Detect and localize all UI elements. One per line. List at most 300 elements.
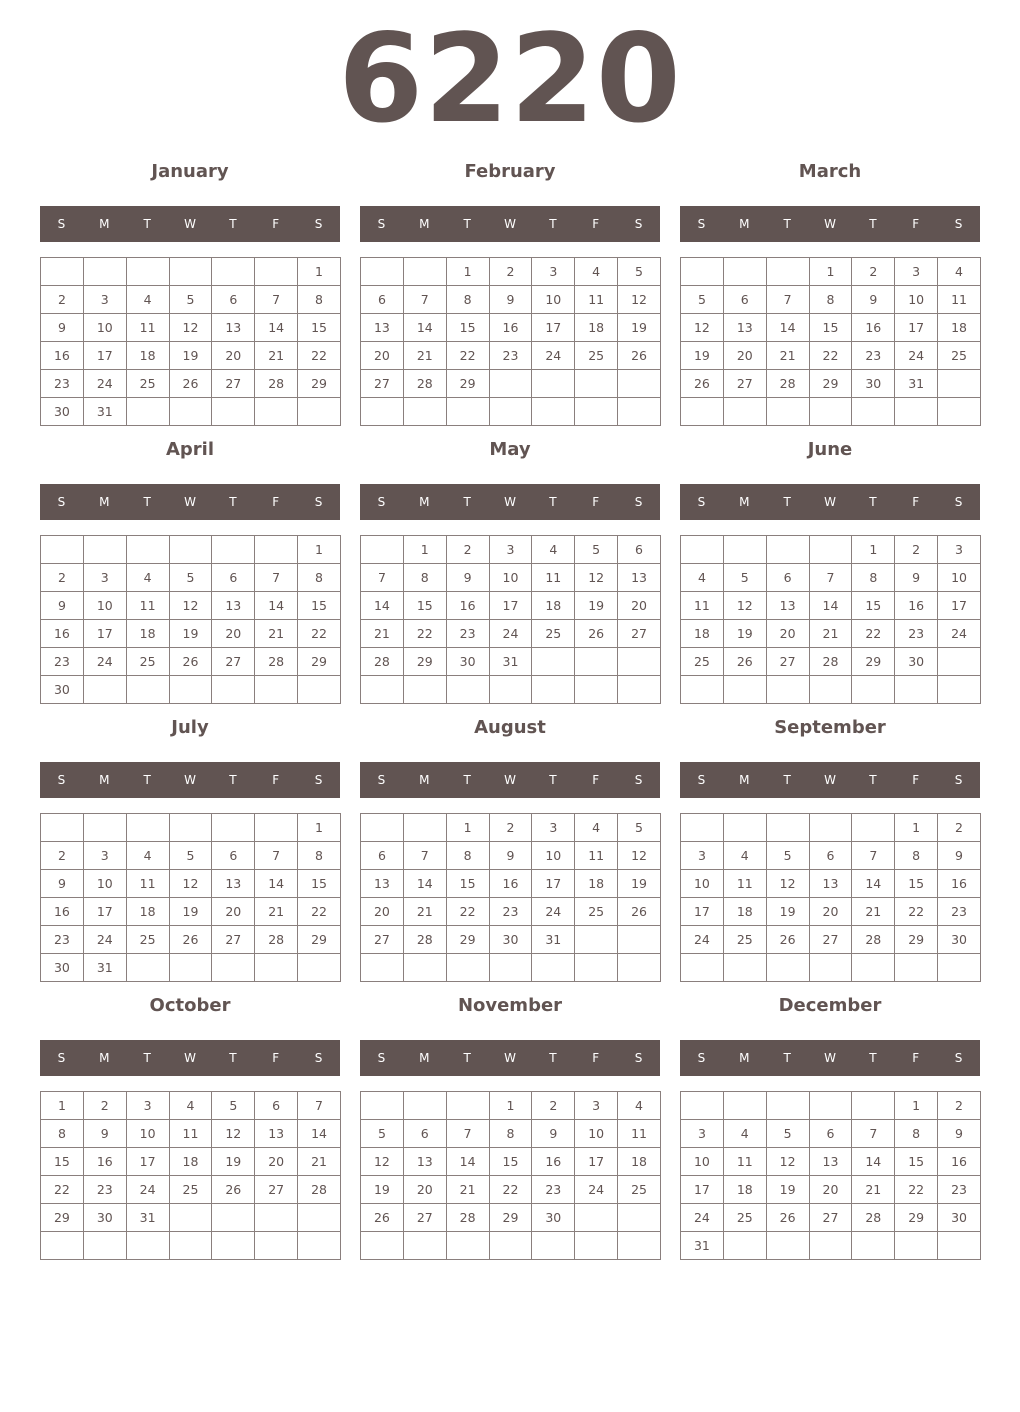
- day-cell: 4: [575, 258, 618, 286]
- day-cell: 21: [403, 898, 446, 926]
- day-cell: [575, 676, 618, 704]
- day-cell: 31: [83, 398, 126, 426]
- day-cell: [938, 1232, 981, 1260]
- day-cell: [41, 258, 84, 286]
- day-cell: 27: [809, 1204, 852, 1232]
- day-grid: [40, 813, 341, 982]
- weekday-header: [680, 762, 980, 798]
- day-cell: 30: [83, 1204, 126, 1232]
- day-cell: 13: [618, 564, 661, 592]
- day-cell: [766, 954, 809, 982]
- day-cell: [575, 648, 618, 676]
- week-row: [41, 1092, 341, 1120]
- day-cell: 19: [618, 870, 661, 898]
- day-cell: [575, 954, 618, 982]
- day-cell: 25: [126, 926, 169, 954]
- day-cell: 23: [41, 370, 84, 398]
- day-cell: [532, 954, 575, 982]
- day-cell: 2: [41, 564, 84, 592]
- day-cell: 24: [681, 1204, 724, 1232]
- day-cell: 6: [212, 286, 255, 314]
- weekday-label: T: [143, 217, 151, 231]
- day-cell: 25: [126, 370, 169, 398]
- weekday-label: S: [314, 1051, 323, 1065]
- day-cell: 22: [895, 898, 938, 926]
- day-cell: [618, 1232, 661, 1260]
- week-row: [361, 1232, 661, 1260]
- day-cell: 22: [298, 342, 341, 370]
- day-cell: [83, 258, 126, 286]
- day-cell: 4: [938, 258, 981, 286]
- day-cell: 1: [489, 1092, 532, 1120]
- day-cell: 7: [809, 564, 852, 592]
- day-cell: 10: [83, 314, 126, 342]
- day-cell: 31: [126, 1204, 169, 1232]
- week-row: [681, 314, 981, 342]
- month-name: June: [807, 439, 853, 460]
- weekday-label: S: [377, 495, 386, 509]
- day-cell: 28: [403, 370, 446, 398]
- day-cell: 26: [766, 926, 809, 954]
- day-cell: [403, 676, 446, 704]
- day-cell: 6: [361, 286, 404, 314]
- day-cell: 2: [41, 286, 84, 314]
- weekday-label: S: [954, 1051, 963, 1065]
- day-cell: 1: [895, 1092, 938, 1120]
- day-cell: [681, 814, 724, 842]
- week-row: [681, 536, 981, 564]
- day-cell: [723, 398, 766, 426]
- day-cell: [298, 954, 341, 982]
- day-cell: [852, 1092, 895, 1120]
- day-cell: 28: [852, 926, 895, 954]
- month-august: [360, 716, 660, 982]
- weekday-label: T: [143, 1051, 151, 1065]
- day-cell: 1: [298, 258, 341, 286]
- day-cell: 10: [489, 564, 532, 592]
- weekday-label: W: [504, 773, 516, 787]
- day-cell: 28: [255, 926, 298, 954]
- weekday-label: T: [143, 773, 151, 787]
- day-cell: 7: [255, 842, 298, 870]
- day-cell: 31: [532, 926, 575, 954]
- day-cell: 24: [126, 1176, 169, 1204]
- day-cell: [575, 398, 618, 426]
- day-cell: 16: [532, 1148, 575, 1176]
- day-cell: 5: [361, 1120, 404, 1148]
- week-row: [41, 286, 341, 314]
- week-row: [361, 286, 661, 314]
- day-grid: [40, 257, 341, 426]
- day-cell: 18: [126, 898, 169, 926]
- day-cell: 4: [126, 564, 169, 592]
- day-cell: 22: [446, 898, 489, 926]
- day-cell: 18: [723, 898, 766, 926]
- day-cell: [489, 676, 532, 704]
- day-cell: [255, 814, 298, 842]
- day-cell: 10: [681, 1148, 724, 1176]
- day-cell: [809, 398, 852, 426]
- day-cell: [809, 536, 852, 564]
- day-cell: 13: [255, 1120, 298, 1148]
- day-cell: 14: [403, 314, 446, 342]
- day-cell: [575, 926, 618, 954]
- weekday-label: F: [912, 217, 920, 231]
- day-cell: 5: [575, 536, 618, 564]
- week-row: [361, 870, 661, 898]
- day-cell: 13: [212, 870, 255, 898]
- weekday-header: [360, 484, 660, 520]
- day-cell: 19: [681, 342, 724, 370]
- day-cell: [895, 1232, 938, 1260]
- day-cell: [361, 398, 404, 426]
- day-cell: 5: [681, 286, 724, 314]
- weekday-label: M: [419, 1051, 430, 1065]
- day-cell: [169, 676, 212, 704]
- day-cell: 13: [723, 314, 766, 342]
- day-cell: [618, 954, 661, 982]
- day-cell: [532, 370, 575, 398]
- weekday-label: T: [869, 495, 877, 509]
- week-row: [41, 592, 341, 620]
- day-cell: 13: [361, 314, 404, 342]
- weekday-header: [360, 762, 660, 798]
- day-cell: 11: [575, 286, 618, 314]
- day-cell: [766, 1092, 809, 1120]
- day-cell: 26: [169, 370, 212, 398]
- day-cell: 28: [809, 648, 852, 676]
- day-cell: 24: [83, 926, 126, 954]
- weekday-label: M: [419, 495, 430, 509]
- day-grid: [680, 257, 981, 426]
- day-cell: 6: [723, 286, 766, 314]
- day-cell: 19: [169, 620, 212, 648]
- day-cell: 14: [403, 870, 446, 898]
- day-cell: 13: [361, 870, 404, 898]
- day-cell: 11: [938, 286, 981, 314]
- day-cell: 28: [298, 1176, 341, 1204]
- day-cell: 10: [83, 592, 126, 620]
- day-cell: 17: [126, 1148, 169, 1176]
- day-cell: 15: [298, 314, 341, 342]
- day-cell: [618, 648, 661, 676]
- day-cell: [938, 370, 981, 398]
- day-cell: [809, 954, 852, 982]
- month-name: December: [778, 995, 882, 1016]
- day-cell: 29: [446, 926, 489, 954]
- day-cell: 27: [255, 1176, 298, 1204]
- day-cell: [212, 398, 255, 426]
- week-row: [681, 648, 981, 676]
- weekday-label: W: [824, 217, 836, 231]
- day-cell: [361, 1092, 404, 1120]
- weekday-label: F: [912, 1051, 920, 1065]
- weekday-label: S: [697, 495, 706, 509]
- day-cell: 10: [126, 1120, 169, 1148]
- day-cell: 16: [41, 620, 84, 648]
- week-row: [681, 564, 981, 592]
- week-row: [361, 1120, 661, 1148]
- weekday-label: W: [504, 217, 516, 231]
- day-cell: 11: [126, 870, 169, 898]
- day-cell: 19: [169, 898, 212, 926]
- day-cell: 16: [938, 870, 981, 898]
- day-cell: [446, 676, 489, 704]
- day-cell: 26: [618, 898, 661, 926]
- day-cell: 13: [403, 1148, 446, 1176]
- weekday-label: T: [783, 773, 791, 787]
- weekday-label: S: [314, 773, 323, 787]
- week-row: [41, 898, 341, 926]
- week-row: [681, 1204, 981, 1232]
- day-cell: 17: [681, 898, 724, 926]
- month-name: May: [489, 439, 531, 460]
- day-cell: 14: [852, 870, 895, 898]
- day-cell: [575, 1232, 618, 1260]
- day-cell: [446, 1092, 489, 1120]
- month-name: September: [774, 717, 886, 738]
- day-cell: [83, 676, 126, 704]
- week-row: [41, 870, 341, 898]
- day-cell: 25: [723, 1204, 766, 1232]
- day-cell: 22: [403, 620, 446, 648]
- day-cell: [361, 954, 404, 982]
- week-row: [41, 814, 341, 842]
- day-cell: 24: [532, 898, 575, 926]
- day-cell: 7: [446, 1120, 489, 1148]
- month-march: [680, 160, 980, 426]
- day-cell: 9: [532, 1120, 575, 1148]
- day-cell: [361, 814, 404, 842]
- day-cell: [532, 676, 575, 704]
- day-cell: 23: [852, 342, 895, 370]
- day-cell: 16: [83, 1148, 126, 1176]
- day-cell: 24: [532, 342, 575, 370]
- day-cell: [255, 258, 298, 286]
- week-row: [41, 536, 341, 564]
- day-cell: [126, 1232, 169, 1260]
- day-cell: 6: [618, 536, 661, 564]
- month-name: April: [165, 439, 215, 460]
- day-cell: 15: [895, 870, 938, 898]
- month-november: [360, 994, 660, 1260]
- day-cell: 18: [723, 1176, 766, 1204]
- day-cell: 16: [41, 898, 84, 926]
- week-row: [361, 676, 661, 704]
- weekday-label: S: [634, 1051, 643, 1065]
- day-cell: [255, 954, 298, 982]
- day-cell: 29: [852, 648, 895, 676]
- day-cell: [126, 814, 169, 842]
- day-cell: [169, 814, 212, 842]
- day-cell: 22: [41, 1176, 84, 1204]
- weekday-label: M: [739, 217, 750, 231]
- day-cell: 27: [361, 370, 404, 398]
- day-cell: [681, 1092, 724, 1120]
- day-cell: 13: [809, 870, 852, 898]
- weekday-label: F: [592, 773, 600, 787]
- day-cell: 11: [532, 564, 575, 592]
- day-cell: 23: [489, 898, 532, 926]
- day-cell: 12: [169, 870, 212, 898]
- day-cell: 9: [489, 842, 532, 870]
- day-cell: 3: [938, 536, 981, 564]
- week-row: [681, 1148, 981, 1176]
- day-cell: 27: [212, 648, 255, 676]
- day-cell: 22: [298, 898, 341, 926]
- day-cell: 6: [809, 1120, 852, 1148]
- day-cell: [361, 536, 404, 564]
- week-row: [41, 926, 341, 954]
- day-cell: [126, 536, 169, 564]
- day-cell: [126, 258, 169, 286]
- day-cell: [298, 1232, 341, 1260]
- month-january: [40, 160, 340, 426]
- day-cell: 30: [532, 1204, 575, 1232]
- day-cell: [489, 954, 532, 982]
- weekday-label: T: [549, 773, 557, 787]
- weekday-label: T: [229, 1051, 237, 1065]
- day-cell: [361, 676, 404, 704]
- week-row: [361, 592, 661, 620]
- day-cell: [532, 398, 575, 426]
- day-cell: 1: [895, 814, 938, 842]
- day-cell: 29: [895, 1204, 938, 1232]
- day-cell: 16: [489, 870, 532, 898]
- day-cell: 25: [938, 342, 981, 370]
- weekday-label: M: [99, 1051, 110, 1065]
- day-cell: 21: [255, 342, 298, 370]
- day-cell: [169, 954, 212, 982]
- week-row: [361, 564, 661, 592]
- day-cell: 9: [852, 286, 895, 314]
- day-cell: [852, 1232, 895, 1260]
- month-september: [680, 716, 980, 982]
- weekday-label: S: [314, 495, 323, 509]
- day-cell: 14: [809, 592, 852, 620]
- day-cell: 11: [169, 1120, 212, 1148]
- day-cell: [723, 676, 766, 704]
- day-cell: 20: [212, 620, 255, 648]
- day-cell: 17: [83, 342, 126, 370]
- day-cell: 7: [403, 286, 446, 314]
- weekday-label: S: [697, 1051, 706, 1065]
- day-cell: 1: [446, 258, 489, 286]
- day-cell: [403, 814, 446, 842]
- day-cell: 25: [723, 926, 766, 954]
- day-cell: [41, 536, 84, 564]
- day-cell: 1: [852, 536, 895, 564]
- day-cell: 5: [766, 1120, 809, 1148]
- day-cell: 29: [298, 648, 341, 676]
- day-cell: 4: [126, 842, 169, 870]
- day-cell: 15: [852, 592, 895, 620]
- week-row: [681, 842, 981, 870]
- weekday-label: F: [912, 773, 920, 787]
- day-cell: 12: [169, 592, 212, 620]
- weekday-label: S: [954, 495, 963, 509]
- day-cell: 30: [41, 676, 84, 704]
- day-cell: 30: [938, 1204, 981, 1232]
- day-cell: 21: [255, 620, 298, 648]
- week-row: [681, 258, 981, 286]
- day-cell: 31: [681, 1232, 724, 1260]
- day-cell: [446, 954, 489, 982]
- day-cell: 7: [852, 1120, 895, 1148]
- day-cell: 1: [446, 814, 489, 842]
- day-cell: [681, 258, 724, 286]
- day-cell: 26: [212, 1176, 255, 1204]
- day-cell: 1: [403, 536, 446, 564]
- weekday-label: T: [783, 495, 791, 509]
- day-cell: [298, 676, 341, 704]
- week-row: [681, 676, 981, 704]
- week-row: [361, 1148, 661, 1176]
- day-cell: 2: [83, 1092, 126, 1120]
- day-cell: 10: [681, 870, 724, 898]
- week-row: [41, 1232, 341, 1260]
- day-cell: [681, 536, 724, 564]
- day-cell: [169, 1204, 212, 1232]
- weekday-label: F: [272, 1051, 280, 1065]
- day-cell: 2: [41, 842, 84, 870]
- day-cell: 26: [361, 1204, 404, 1232]
- day-cell: 14: [255, 870, 298, 898]
- day-cell: [723, 1232, 766, 1260]
- day-cell: 7: [255, 286, 298, 314]
- week-row: [41, 564, 341, 592]
- weekday-header: [360, 1040, 660, 1076]
- day-cell: 28: [403, 926, 446, 954]
- week-row: [361, 954, 661, 982]
- day-cell: 12: [575, 564, 618, 592]
- day-cell: [255, 398, 298, 426]
- day-cell: 12: [766, 1148, 809, 1176]
- day-cell: [126, 676, 169, 704]
- day-cell: [403, 1092, 446, 1120]
- day-cell: [446, 1232, 489, 1260]
- day-cell: 28: [446, 1204, 489, 1232]
- week-row: [681, 592, 981, 620]
- day-cell: 11: [723, 870, 766, 898]
- day-cell: [766, 258, 809, 286]
- day-cell: 1: [809, 258, 852, 286]
- week-row: [361, 1204, 661, 1232]
- day-grid: [360, 257, 661, 426]
- day-cell: 24: [681, 926, 724, 954]
- day-cell: [895, 676, 938, 704]
- day-grid: [360, 813, 661, 982]
- weekday-header: [360, 206, 660, 242]
- month-name: November: [457, 995, 563, 1016]
- weekday-label: F: [592, 495, 600, 509]
- day-cell: 18: [618, 1148, 661, 1176]
- day-cell: 21: [361, 620, 404, 648]
- month-may: [360, 438, 660, 704]
- day-cell: 27: [361, 926, 404, 954]
- day-cell: 18: [938, 314, 981, 342]
- week-row: [361, 536, 661, 564]
- day-cell: 29: [298, 926, 341, 954]
- day-cell: 3: [575, 1092, 618, 1120]
- day-cell: 29: [489, 1204, 532, 1232]
- day-cell: 6: [809, 842, 852, 870]
- day-cell: 27: [618, 620, 661, 648]
- day-cell: 14: [255, 592, 298, 620]
- day-cell: [446, 398, 489, 426]
- day-cell: 3: [681, 842, 724, 870]
- day-cell: 5: [618, 814, 661, 842]
